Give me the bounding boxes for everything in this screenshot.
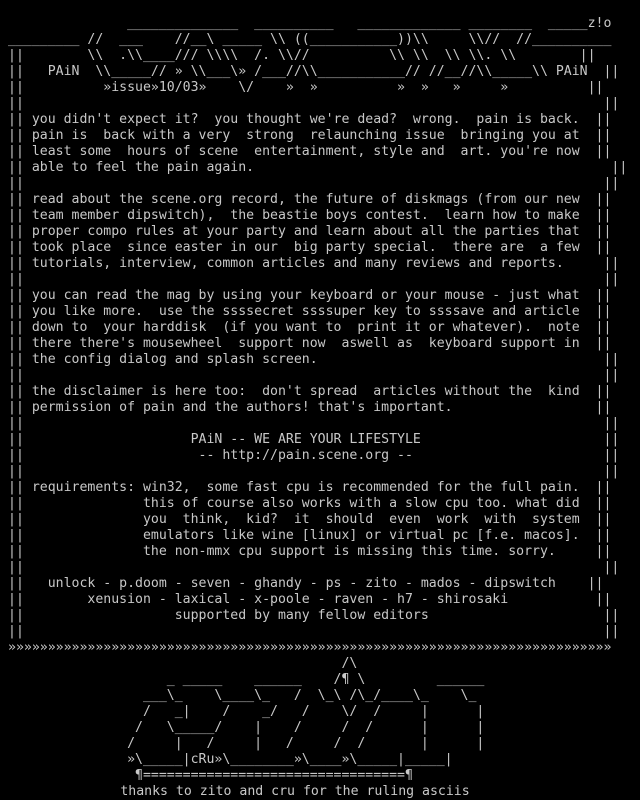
bottom-art-line: ¶=================================¶ [8, 768, 413, 783]
article-line: || || [8, 176, 620, 191]
article-line: || xenusion - laxical - x-poole - raven - h7 - shirosaki || [8, 592, 612, 607]
article-line: || took place since easter in our big party special. there are a few || [8, 240, 612, 255]
article-line: || this of course also works with a slow cpu too. what did || [8, 496, 612, 511]
article-line: || -- http://pain.scene.org -- || [8, 448, 620, 463]
article-line: || emulators like wine [linux] or virtual pc [f.e. macos]. || [8, 528, 612, 543]
bottom-art-line: / | / | / / / | | [8, 736, 485, 751]
header-ascii-logo [8, 16, 619, 96]
article-line: || down to your harddisk (if you want to print it or whatever). note || [8, 320, 612, 335]
article-line: || PAiN -- WE ARE YOUR LIFESTYLE || [8, 432, 620, 447]
article-line: || || [8, 272, 620, 287]
article-line: || || [8, 416, 620, 431]
header-art-line: || \\ .\\____/// \\\\ /. \\// \\ \\ \\ \\. \\ || [8, 48, 596, 63]
article-line: || || [8, 624, 620, 639]
bottom-art-line: /\ [8, 656, 358, 671]
article-line: || unlock - p.doom - seven - ghandy - ps - zito - mados - dipswitch || [8, 576, 604, 591]
article-line: || proper compo rules at your party and learn about all the parties that || [8, 224, 612, 239]
article-line: || you can read the mag by using your keyboard or your mouse - just what || [8, 288, 612, 303]
article-line: || least some hours of scene entertainment, style and art. you're now || [8, 144, 612, 159]
article-line: || || [8, 96, 620, 111]
bottom-art-line: »\_____|cRu»\________»\____»\_____|_____| [8, 752, 453, 767]
article-line: || || [8, 560, 620, 575]
header-art-line: ______________ __________ _____________ ________ _____z!o [8, 16, 612, 31]
credits-line: thanks to zito and cru for the ruling asciis [120, 784, 470, 799]
article-line: »»»»»»»»»»»»»»»»»»»»»»»»»»»»»»»»»»»»»»»»»»»»»»»»»»»»»»»»»»»»»»»»»»»»»»»»»»»» [8, 640, 612, 655]
article-line: || able to feel the pain again. || [8, 160, 628, 175]
article-line: || || [8, 464, 620, 479]
article-line: || there there's mousewheel support now aswell as keyboard support in || [8, 336, 612, 351]
bottom-ascii-logo [8, 656, 484, 784]
article-line: || the disclaimer is here too: don't spread articles without the kind || [8, 384, 612, 399]
article-line: || requirements: win32, some fast cpu is recommended for the full pain. || [8, 480, 612, 495]
article-text [8, 96, 627, 656]
article-line: || you like more. use the ssssecret ssssuper key to ssssave and article || [8, 304, 612, 319]
article-line: || the non-mmx cpu support is missing this time. sorry. || [8, 544, 612, 559]
article-line: || supported by many fellow editors || [8, 608, 620, 623]
article-line: || pain is back with a very strong relaunching issue bringing you at || [8, 128, 612, 143]
header-art-line: _________ // ___ //__\ _____ \\ ((___________))\\ \\// //__________ [8, 32, 612, 47]
article-line: || you didn't expect it? you thought we're dead? wrong. pain is back. || [8, 112, 612, 127]
article-line: || read about the scene.org record, the future of diskmags (from our new || [8, 192, 612, 207]
article-line: || permission of pain and the authors! that's important. || [8, 400, 612, 415]
bottom-art-line: / \_____/ | / / / | | [8, 720, 485, 735]
article-line: || team member dipswitch), the beastie boys contest. learn how to make || [8, 208, 612, 223]
header-art-line: || PAiN \\_____// » \\___\» /___//\\___________// //__//\\_____\\ PAiN || [8, 64, 620, 79]
article-line: || you think, kid? it should even work with system || [8, 512, 612, 527]
article-line: || || [8, 368, 620, 383]
bottom-art-line: _ _____ ______ /¶ \ ______ [8, 672, 485, 687]
header-art-line: || »issue»10/03» \/ » » » » » » || [8, 80, 604, 95]
article-line: || tutorials, interview, common articles and many reviews and reports. || [8, 256, 620, 271]
bottom-art-line: ___\_ \____\_ / \_\ /\_/____\_ \_ [8, 688, 477, 703]
article-line: || the config dialog and splash screen. || [8, 352, 620, 367]
bottom-art-line: / _| / _/ / \/ / | | [8, 704, 485, 719]
